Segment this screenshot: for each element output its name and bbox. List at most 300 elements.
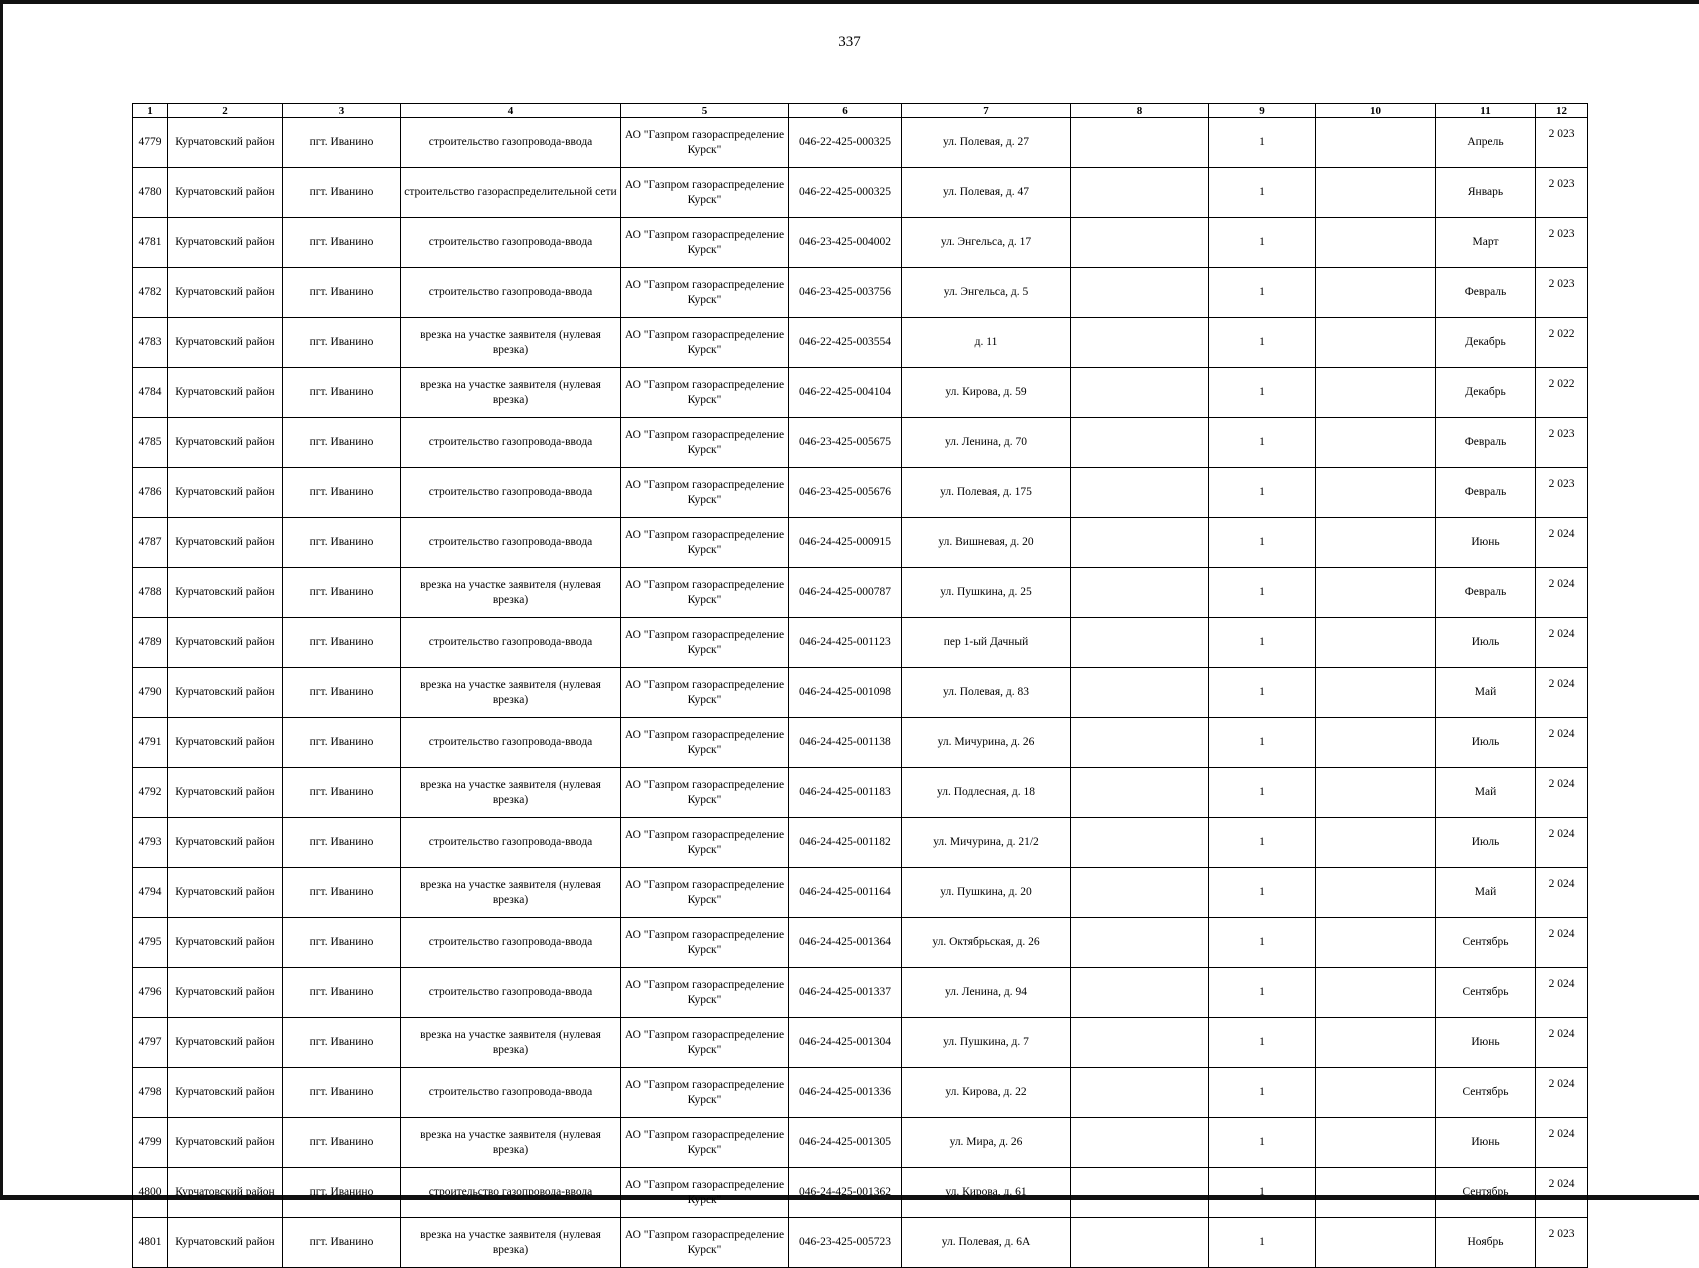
year-cell: 2 024 [1536, 1068, 1588, 1118]
month-cell: Февраль [1436, 268, 1536, 318]
column-10-cell [1316, 768, 1436, 818]
row-number-cell: 4789 [133, 618, 168, 668]
table-row [133, 318, 1588, 368]
column-header: 4 [401, 104, 621, 118]
column-10-cell [1316, 568, 1436, 618]
work-type-cell: строительство газопровода-ввода [401, 968, 621, 1018]
work-type-cell: строительство газораспределительной сети [401, 168, 621, 218]
settlement-cell: пгт. Иванино [283, 668, 401, 718]
table-row [133, 868, 1588, 918]
address-cell: ул. Ленина, д. 94 [902, 968, 1071, 1018]
organization-cell: АО "Газпром газораспределение Курск" [621, 418, 789, 468]
column-header: 6 [789, 104, 902, 118]
quantity-cell: 1 [1209, 368, 1316, 418]
column-header: 3 [283, 104, 401, 118]
application-code-cell: 046-24-425-001362 [789, 1168, 902, 1218]
year-cell: 2 024 [1536, 1018, 1588, 1068]
organization-cell: АО "Газпром газораспределение Курск" [621, 118, 789, 168]
quantity-cell: 1 [1209, 968, 1316, 1018]
quantity-cell: 1 [1209, 418, 1316, 468]
settlement-cell: пгт. Иванино [283, 1218, 401, 1268]
year-cell: 2 023 [1536, 168, 1588, 218]
column-8-cell [1071, 818, 1209, 868]
register-body [133, 118, 1588, 1268]
month-cell: Февраль [1436, 468, 1536, 518]
column-8-cell [1071, 168, 1209, 218]
row-number-cell: 4800 [133, 1168, 168, 1218]
row-number-cell: 4795 [133, 918, 168, 968]
work-type-cell: строительство газопровода-ввода [401, 468, 621, 518]
row-number-cell: 4798 [133, 1068, 168, 1118]
quantity-cell: 1 [1209, 618, 1316, 668]
column-header: 8 [1071, 104, 1209, 118]
application-code-cell: 046-22-425-000325 [789, 168, 902, 218]
application-code-cell: 046-23-425-005675 [789, 418, 902, 468]
address-cell: ул. Энгельса, д. 17 [902, 218, 1071, 268]
settlement-cell: пгт. Иванино [283, 568, 401, 618]
address-cell: ул. Пушкина, д. 25 [902, 568, 1071, 618]
year-cell: 2 024 [1536, 918, 1588, 968]
column-8-cell [1071, 868, 1209, 918]
work-type-cell: врезка на участке заявителя (нулевая врезка) [401, 1018, 621, 1068]
table-row [133, 968, 1588, 1018]
table-row [133, 618, 1588, 668]
organization-cell: АО "Газпром газораспределение Курск" [621, 168, 789, 218]
application-code-cell: 046-24-425-000915 [789, 518, 902, 568]
organization-cell: АО "Газпром газораспределение Курск" [621, 218, 789, 268]
column-10-cell [1316, 1018, 1436, 1068]
district-cell: Курчатовский район [168, 468, 283, 518]
table-row [133, 268, 1588, 318]
year-cell: 2 023 [1536, 118, 1588, 168]
application-code-cell: 046-22-425-004104 [789, 368, 902, 418]
district-cell: Курчатовский район [168, 1068, 283, 1118]
organization-cell: АО "Газпром газораспределение Курск" [621, 618, 789, 668]
settlement-cell: пгт. Иванино [283, 818, 401, 868]
district-cell: Курчатовский район [168, 968, 283, 1018]
quantity-cell: 1 [1209, 868, 1316, 918]
settlement-cell: пгт. Иванино [283, 868, 401, 918]
table-row [133, 168, 1588, 218]
district-cell: Курчатовский район [168, 868, 283, 918]
column-8-cell [1071, 418, 1209, 468]
address-cell: ул. Пушкина, д. 20 [902, 868, 1071, 918]
quantity-cell: 1 [1209, 1168, 1316, 1218]
application-code-cell: 046-24-425-001304 [789, 1018, 902, 1068]
address-cell: ул. Полевая, д. 175 [902, 468, 1071, 518]
table-row [133, 1068, 1588, 1118]
application-code-cell: 046-24-425-001337 [789, 968, 902, 1018]
district-cell: Курчатовский район [168, 168, 283, 218]
row-number-cell: 4791 [133, 718, 168, 768]
settlement-cell: пгт. Иванино [283, 268, 401, 318]
settlement-cell: пгт. Иванино [283, 318, 401, 368]
work-type-cell: врезка на участке заявителя (нулевая врезка) [401, 1118, 621, 1168]
table-row [133, 1018, 1588, 1068]
month-cell: Февраль [1436, 568, 1536, 618]
settlement-cell: пгт. Иванино [283, 1068, 401, 1118]
column-8-cell [1071, 968, 1209, 1018]
organization-cell: АО "Газпром газораспределение Курск" [621, 568, 789, 618]
column-10-cell [1316, 218, 1436, 268]
application-code-cell: 046-23-425-004002 [789, 218, 902, 268]
year-cell: 2 024 [1536, 1118, 1588, 1168]
application-code-cell: 046-24-425-001336 [789, 1068, 902, 1118]
settlement-cell: пгт. Иванино [283, 168, 401, 218]
table-row [133, 218, 1588, 268]
address-cell: ул. Полевая, д. 27 [902, 118, 1071, 168]
column-header: 7 [902, 104, 1071, 118]
application-code-cell: 046-22-425-000325 [789, 118, 902, 168]
application-code-cell: 046-23-425-003756 [789, 268, 902, 318]
organization-cell: АО "Газпром газораспределение Курск" [621, 368, 789, 418]
quantity-cell: 1 [1209, 1068, 1316, 1118]
scan-border-top [0, 0, 1699, 4]
work-type-cell: строительство газопровода-ввода [401, 518, 621, 568]
column-10-cell [1316, 318, 1436, 368]
column-header: 12 [1536, 104, 1588, 118]
column-10-cell [1316, 718, 1436, 768]
organization-cell: АО "Газпром газораспределение Курск" [621, 768, 789, 818]
month-cell: Июль [1436, 818, 1536, 868]
month-cell: Сентябрь [1436, 968, 1536, 1018]
application-code-cell: 046-24-425-001305 [789, 1118, 902, 1168]
column-8-cell [1071, 618, 1209, 668]
district-cell: Курчатовский район [168, 668, 283, 718]
column-10-cell [1316, 518, 1436, 568]
table-row [133, 768, 1588, 818]
address-cell: ул. Вишневая, д. 20 [902, 518, 1071, 568]
month-cell: Май [1436, 868, 1536, 918]
organization-cell: АО "Газпром газораспределение Курск" [621, 1118, 789, 1168]
address-cell: ул. Полевая, д. 47 [902, 168, 1071, 218]
gasification-register-table [132, 103, 1588, 1268]
column-8-cell [1071, 668, 1209, 718]
district-cell: Курчатовский район [168, 418, 283, 468]
column-8-cell [1071, 918, 1209, 968]
column-10-cell [1316, 1168, 1436, 1218]
column-10-cell [1316, 268, 1436, 318]
quantity-cell: 1 [1209, 518, 1316, 568]
column-8-cell [1071, 1018, 1209, 1068]
organization-cell: АО "Газпром газораспределение Курск" [621, 818, 789, 868]
row-number-cell: 4799 [133, 1118, 168, 1168]
year-cell: 2 024 [1536, 968, 1588, 1018]
quantity-cell: 1 [1209, 1118, 1316, 1168]
page-number: 337 [838, 34, 861, 50]
address-cell: ул. Кирова, д. 61 [902, 1168, 1071, 1218]
column-number-header-row [133, 104, 1588, 118]
table-row [133, 918, 1588, 968]
quantity-cell: 1 [1209, 168, 1316, 218]
settlement-cell: пгт. Иванино [283, 218, 401, 268]
column-10-cell [1316, 968, 1436, 1018]
address-cell: ул. Полевая, д. 83 [902, 668, 1071, 718]
quantity-cell: 1 [1209, 718, 1316, 768]
row-number-cell: 4779 [133, 118, 168, 168]
organization-cell: АО "Газпром газораспределение Курск" [621, 1068, 789, 1118]
month-cell: Июнь [1436, 1018, 1536, 1068]
application-code-cell: 046-24-425-001098 [789, 668, 902, 718]
table-row [133, 518, 1588, 568]
application-code-cell: 046-24-425-001183 [789, 768, 902, 818]
column-8-cell [1071, 1068, 1209, 1118]
column-8-cell [1071, 518, 1209, 568]
settlement-cell: пгт. Иванино [283, 518, 401, 568]
column-8-cell [1071, 318, 1209, 368]
work-type-cell: строительство газопровода-ввода [401, 218, 621, 268]
application-code-cell: 046-24-425-001364 [789, 918, 902, 968]
column-header: 2 [168, 104, 283, 118]
quantity-cell: 1 [1209, 818, 1316, 868]
table-row [133, 568, 1588, 618]
column-8-cell [1071, 568, 1209, 618]
column-header: 1 [133, 104, 168, 118]
organization-cell: АО "Газпром газораспределение Курск" [621, 1168, 789, 1218]
column-8-cell [1071, 218, 1209, 268]
row-number-cell: 4784 [133, 368, 168, 418]
year-cell: 2 023 [1536, 418, 1588, 468]
organization-cell: АО "Газпром газораспределение Курск" [621, 1218, 789, 1268]
column-8-cell [1071, 718, 1209, 768]
district-cell: Курчатовский район [168, 1018, 283, 1068]
table-row [133, 1118, 1588, 1168]
month-cell: Ноябрь [1436, 1218, 1536, 1268]
settlement-cell: пгт. Иванино [283, 718, 401, 768]
work-type-cell: строительство газопровода-ввода [401, 618, 621, 668]
address-cell: ул. Кирова, д. 22 [902, 1068, 1071, 1118]
row-number-cell: 4801 [133, 1218, 168, 1268]
work-type-cell: врезка на участке заявителя (нулевая врезка) [401, 768, 621, 818]
address-cell: ул. Подлесная, д. 18 [902, 768, 1071, 818]
row-number-cell: 4781 [133, 218, 168, 268]
column-8-cell [1071, 1218, 1209, 1268]
settlement-cell: пгт. Иванино [283, 1118, 401, 1168]
month-cell: Декабрь [1436, 368, 1536, 418]
month-cell: Сентябрь [1436, 1168, 1536, 1218]
district-cell: Курчатовский район [168, 368, 283, 418]
scan-border-left [0, 0, 3, 1200]
column-10-cell [1316, 1218, 1436, 1268]
year-cell: 2 024 [1536, 1168, 1588, 1218]
month-cell: Июнь [1436, 1118, 1536, 1168]
column-header: 11 [1436, 104, 1536, 118]
work-type-cell: врезка на участке заявителя (нулевая врезка) [401, 1218, 621, 1268]
application-code-cell: 046-22-425-003554 [789, 318, 902, 368]
month-cell: Июль [1436, 618, 1536, 668]
row-number-cell: 4783 [133, 318, 168, 368]
address-cell: пер 1-ый Дачный [902, 618, 1071, 668]
year-cell: 2 023 [1536, 468, 1588, 518]
district-cell: Курчатовский район [168, 718, 283, 768]
column-10-cell [1316, 918, 1436, 968]
table-row [133, 118, 1588, 168]
year-cell: 2 022 [1536, 318, 1588, 368]
work-type-cell: строительство газопровода-ввода [401, 268, 621, 318]
address-cell: ул. Энгельса, д. 5 [902, 268, 1071, 318]
application-code-cell: 046-24-425-000787 [789, 568, 902, 618]
organization-cell: АО "Газпром газораспределение Курск" [621, 968, 789, 1018]
work-type-cell: врезка на участке заявителя (нулевая врезка) [401, 668, 621, 718]
row-number-cell: 4780 [133, 168, 168, 218]
settlement-cell: пгт. Иванино [283, 968, 401, 1018]
application-code-cell: 046-23-425-005723 [789, 1218, 902, 1268]
month-cell: Сентябрь [1436, 918, 1536, 968]
organization-cell: АО "Газпром газораспределение Курск" [621, 718, 789, 768]
row-number-cell: 4787 [133, 518, 168, 568]
address-cell: д. 11 [902, 318, 1071, 368]
settlement-cell: пгт. Иванино [283, 368, 401, 418]
table-row [133, 1218, 1588, 1268]
row-number-cell: 4786 [133, 468, 168, 518]
month-cell: Май [1436, 768, 1536, 818]
work-type-cell: строительство газопровода-ввода [401, 418, 621, 468]
application-code-cell: 046-24-425-001182 [789, 818, 902, 868]
quantity-cell: 1 [1209, 468, 1316, 518]
year-cell: 2 024 [1536, 618, 1588, 668]
table-row [133, 418, 1588, 468]
address-cell: ул. Октябрьская, д. 26 [902, 918, 1071, 968]
column-10-cell [1316, 368, 1436, 418]
address-cell: ул. Мичурина, д. 21/2 [902, 818, 1071, 868]
work-type-cell: врезка на участке заявителя (нулевая врезка) [401, 868, 621, 918]
district-cell: Курчатовский район [168, 268, 283, 318]
work-type-cell: строительство газопровода-ввода [401, 718, 621, 768]
row-number-cell: 4785 [133, 418, 168, 468]
month-cell: Сентябрь [1436, 1068, 1536, 1118]
column-10-cell [1316, 168, 1436, 218]
work-type-cell: врезка на участке заявителя (нулевая врезка) [401, 368, 621, 418]
work-type-cell: врезка на участке заявителя (нулевая врезка) [401, 318, 621, 368]
year-cell: 2 024 [1536, 718, 1588, 768]
settlement-cell: пгт. Иванино [283, 768, 401, 818]
organization-cell: АО "Газпром газораспределение Курск" [621, 518, 789, 568]
column-10-cell [1316, 868, 1436, 918]
address-cell: ул. Мира, д. 26 [902, 1118, 1071, 1168]
organization-cell: АО "Газпром газораспределение Курск" [621, 468, 789, 518]
district-cell: Курчатовский район [168, 568, 283, 618]
address-cell: ул. Полевая, д. 6А [902, 1218, 1071, 1268]
table-row [133, 668, 1588, 718]
row-number-cell: 4796 [133, 968, 168, 1018]
organization-cell: АО "Газпром газораспределение Курск" [621, 868, 789, 918]
table-row [133, 468, 1588, 518]
row-number-cell: 4782 [133, 268, 168, 318]
column-header: 9 [1209, 104, 1316, 118]
quantity-cell: 1 [1209, 268, 1316, 318]
column-10-cell [1316, 118, 1436, 168]
column-10-cell [1316, 1068, 1436, 1118]
district-cell: Курчатовский район [168, 918, 283, 968]
year-cell: 2 023 [1536, 1218, 1588, 1268]
district-cell: Курчатовский район [168, 118, 283, 168]
table-row [133, 1168, 1588, 1218]
year-cell: 2 024 [1536, 818, 1588, 868]
work-type-cell: строительство газопровода-ввода [401, 1168, 621, 1218]
work-type-cell: строительство газопровода-ввода [401, 118, 621, 168]
column-10-cell [1316, 1118, 1436, 1168]
address-cell: ул. Пушкина, д. 7 [902, 1018, 1071, 1068]
month-cell: Апрель [1436, 118, 1536, 168]
address-cell: ул. Кирова, д. 59 [902, 368, 1071, 418]
quantity-cell: 1 [1209, 568, 1316, 618]
row-number-cell: 4794 [133, 868, 168, 918]
quantity-cell: 1 [1209, 768, 1316, 818]
quantity-cell: 1 [1209, 318, 1316, 368]
table-row [133, 718, 1588, 768]
quantity-cell: 1 [1209, 118, 1316, 168]
district-cell: Курчатовский район [168, 518, 283, 568]
column-10-cell [1316, 468, 1436, 518]
year-cell: 2 024 [1536, 518, 1588, 568]
year-cell: 2 023 [1536, 218, 1588, 268]
table-row [133, 818, 1588, 868]
month-cell: Февраль [1436, 418, 1536, 468]
row-number-cell: 4790 [133, 668, 168, 718]
district-cell: Курчатовский район [168, 1218, 283, 1268]
settlement-cell: пгт. Иванино [283, 1018, 401, 1068]
column-8-cell [1071, 1118, 1209, 1168]
organization-cell: АО "Газпром газораспределение Курск" [621, 918, 789, 968]
district-cell: Курчатовский район [168, 618, 283, 668]
row-number-cell: 4788 [133, 568, 168, 618]
column-10-cell [1316, 618, 1436, 668]
quantity-cell: 1 [1209, 918, 1316, 968]
month-cell: Июнь [1436, 518, 1536, 568]
district-cell: Курчатовский район [168, 1118, 283, 1168]
quantity-cell: 1 [1209, 218, 1316, 268]
application-code-cell: 046-24-425-001164 [789, 868, 902, 918]
settlement-cell: пгт. Иванино [283, 1168, 401, 1218]
quantity-cell: 1 [1209, 1218, 1316, 1268]
month-cell: Январь [1436, 168, 1536, 218]
column-header: 5 [621, 104, 789, 118]
work-type-cell: врезка на участке заявителя (нулевая врезка) [401, 568, 621, 618]
address-cell: ул. Ленина, д. 70 [902, 418, 1071, 468]
address-cell: ул. Мичурина, д. 26 [902, 718, 1071, 768]
district-cell: Курчатовский район [168, 768, 283, 818]
column-8-cell [1071, 468, 1209, 518]
settlement-cell: пгт. Иванино [283, 918, 401, 968]
settlement-cell: пгт. Иванино [283, 118, 401, 168]
column-10-cell [1316, 668, 1436, 718]
month-cell: Март [1436, 218, 1536, 268]
column-8-cell [1071, 118, 1209, 168]
column-8-cell [1071, 768, 1209, 818]
year-cell: 2 024 [1536, 668, 1588, 718]
month-cell: Июль [1436, 718, 1536, 768]
year-cell: 2 024 [1536, 768, 1588, 818]
month-cell: Май [1436, 668, 1536, 718]
year-cell: 2 024 [1536, 568, 1588, 618]
application-code-cell: 046-23-425-005676 [789, 468, 902, 518]
month-cell: Декабрь [1436, 318, 1536, 368]
organization-cell: АО "Газпром газораспределение Курск" [621, 1018, 789, 1068]
district-cell: Курчатовский район [168, 218, 283, 268]
year-cell: 2 024 [1536, 868, 1588, 918]
table-row [133, 368, 1588, 418]
organization-cell: АО "Газпром газораспределение Курск" [621, 668, 789, 718]
work-type-cell: строительство газопровода-ввода [401, 918, 621, 968]
column-8-cell [1071, 268, 1209, 318]
column-8-cell [1071, 368, 1209, 418]
row-number-cell: 4793 [133, 818, 168, 868]
column-10-cell [1316, 818, 1436, 868]
year-cell: 2 022 [1536, 368, 1588, 418]
row-number-cell: 4797 [133, 1018, 168, 1068]
organization-cell: АО "Газпром газораспределение Курск" [621, 268, 789, 318]
application-code-cell: 046-24-425-001123 [789, 618, 902, 668]
